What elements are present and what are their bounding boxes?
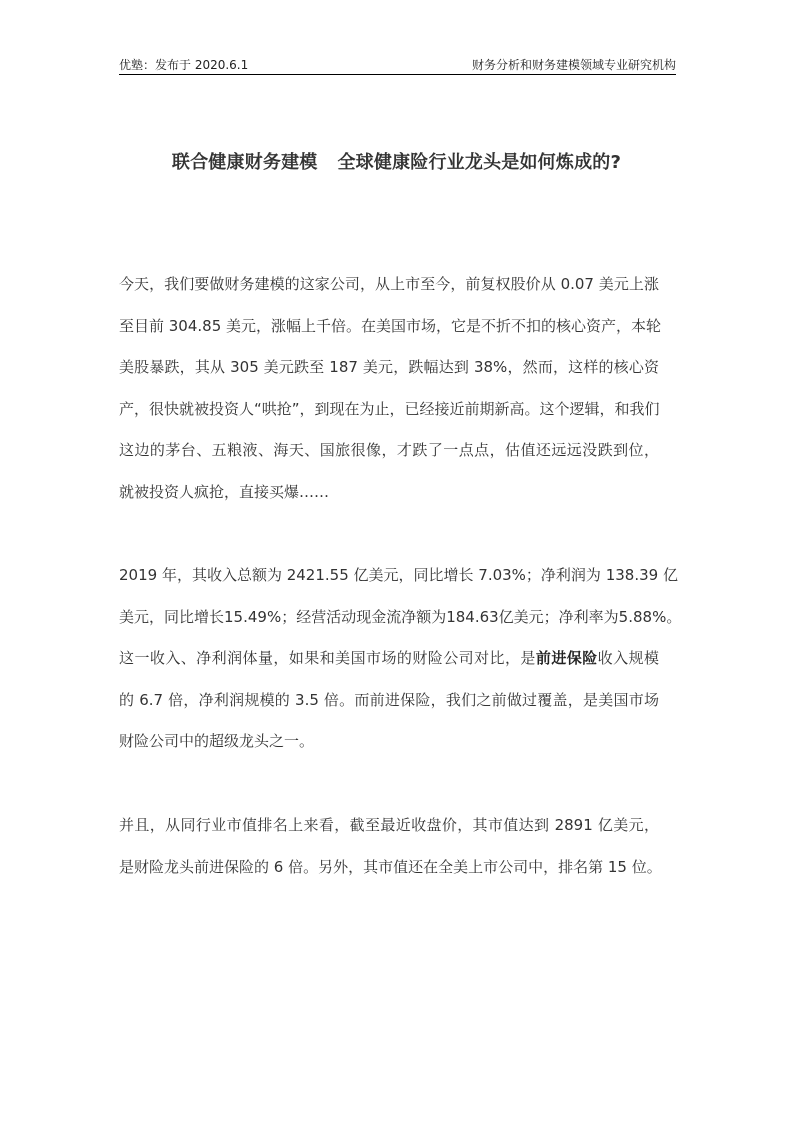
text-segment: 这一收入、净利润体量，如果和美国市场的财险公司对比，是 — [119, 649, 536, 667]
text-segment: 收入规模 — [597, 649, 659, 667]
text-line: 这边的茅台、五粮液、海天、国旅很像，才跌了一点点，估值还远远没跌到位， — [119, 441, 659, 459]
text-line: 的 6.7 倍，净利润规模的 3.5 倍。而前进保险，我们之前做过覆盖，是美国市场 — [119, 690, 659, 709]
page-header — [119, 56, 676, 75]
text-line: 美股暴跌，其从 305 美元跌至 187 美元，跌幅达到 38%，然而，这样的核心资 — [119, 358, 659, 376]
header-org-tagline: 财务分析和财务建模领域专业研究机构 — [471, 58, 676, 72]
paragraph-2 — [119, 565, 682, 773]
bold-company-name: 前进保险 — [535, 649, 598, 667]
text-line: 是财险龙头前进保险的 6 倍。另外，其市值还在全美上市公司中，排名第 15 位。 — [119, 857, 662, 876]
header-publish-info: 优塾：发布于 2020.6.1 — [119, 58, 249, 72]
text-line: 今天，我们要做财务建模的这家公司，从上市至今，前复权股价从 0.07 美元上涨 — [119, 275, 659, 293]
text-line: 产，很快就被投资人“哄抢”，到现在为止，已经接近前期新高。这个逻辑，和我们 — [119, 399, 660, 418]
text-line: 就被投资人疯抢，直接买爆…… — [119, 482, 330, 501]
article-title — [0, 148, 793, 174]
text-line: 至目前 304.85 美元，涨幅上千倍。在美国市场，它是不折不扣的核心资产，本轮 — [119, 316, 662, 335]
paragraph-1 — [119, 274, 662, 523]
text-line: 2019 年，其收入总额为 2421.55 亿美元，同比增长 7.03%；净利润为 138.39 亿 — [119, 566, 678, 584]
title-part-2: 全球健康险行业龙头是如何炼成的? — [337, 152, 622, 173]
title-part-1: 联合健康财务建模 — [171, 152, 318, 173]
text-line — [119, 648, 659, 690]
paragraph-3 — [119, 815, 662, 898]
text-line: 美元，同比增长15.49%；经营活动现金流净额为184.63亿美元；净利率为5.88%。 — [119, 607, 682, 626]
text-line: 财险公司中的超级龙头之一。 — [119, 732, 315, 750]
text-line: 并且，从同行业市值排名上来看，截至最近收盘价，其市值达到 2891 亿美元， — [119, 816, 659, 834]
